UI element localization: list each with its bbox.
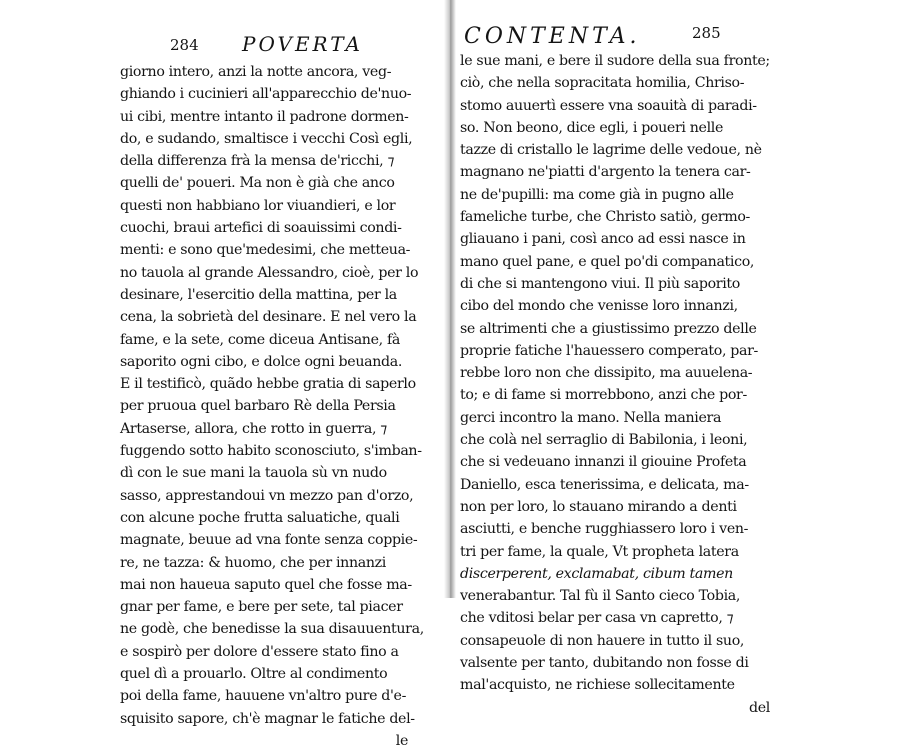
text-line: E il testificò, quãdo hebbe gratia di saperlo: [120, 376, 416, 393]
text-line: ui cibi, mentre intanto il padrone dormen-: [120, 108, 409, 125]
text-line: valsente per tanto, dubitando non fosse di: [460, 655, 749, 672]
text-line: poi della fame, hauuene vn'altro pure d'e-: [120, 688, 407, 705]
text-line: saporito ogni cibo, e dolce ogni beuanda.: [120, 353, 403, 370]
text-line: tazze di cristallo le lagrime delle vedoue, nè: [460, 142, 762, 159]
text-line: gnar per fame, e bere per sete, tal piacer: [120, 599, 403, 616]
text-line: ghiando i cucinieri all'apparecchio de'nuo-: [120, 86, 412, 103]
text-line: to; e di fame si morrebbono, anzi che por-: [460, 387, 747, 404]
text-line: con alcune poche frutta saluatiche, quali: [120, 509, 400, 526]
text-line: della differenza frà la mensa de'ricchi, ⁊: [120, 153, 395, 170]
text-line: Artaserse, allora, che rotto in guerra, ⁊: [120, 420, 387, 437]
text-line: mal'acquisto, ne richiese sollecitamente: [460, 677, 735, 694]
text-line: cena, la sobrietà del desinare. E nel vero la: [120, 309, 417, 326]
text-line: desinare, l'esercitio della mattina, per la: [120, 286, 397, 303]
text-line: magnate, beuue ad vna fonte senza coppie-: [120, 532, 418, 549]
text-line: mai non haueua saputo quel che fosse ma-: [120, 576, 412, 593]
page-number: 284: [170, 36, 199, 54]
text-line: stomo auuertì essere vna soauità di paradi-: [460, 97, 757, 114]
left-page-header: [120, 24, 438, 64]
right-page: [460, 24, 778, 716]
text-line: per pruoua quel barbaro Rè della Persia: [120, 398, 396, 415]
running-head: CONTENTA.: [464, 24, 641, 49]
text-line: e sospirò per dolore d'essere stato fino a: [120, 643, 399, 660]
text-line: non per loro, lo stauano mirando a denti: [460, 498, 737, 515]
text-line: quel dì a prouarlo. Oltre al condimento: [120, 666, 388, 683]
text-line: ne de'pupilli: ma come già in pugno alle: [460, 186, 734, 203]
text-line: magnano ne'piatti d'argento la tenera car-: [460, 164, 751, 181]
book-gutter: [444, 0, 456, 598]
text-line: rebbe loro non che dissipito, ma auuelena-: [460, 365, 753, 382]
text-line: di che si mantengono viui. Il più saporito: [460, 275, 740, 292]
text-line: venerabantur. Tal fù il Santo cieco Tobia,: [460, 588, 741, 605]
text-line: re, ne tazza: & huomo, che per innanzi: [120, 554, 386, 571]
text-line: le sue mani, e bere il sudore della sua fronte;: [460, 53, 770, 69]
text-line: consapeuole di non hauere in tutto il suo,: [460, 632, 745, 649]
left-page-body: [120, 61, 438, 730]
page-number: 285: [692, 24, 721, 42]
text-line: fame, e la sete, come diceua Antisane, fà: [120, 331, 400, 348]
text-line: ciò, che nella sopracitata homilia, Chriso-: [460, 75, 745, 92]
text-line: questi non habbiano lor viuandieri, e lor: [120, 197, 396, 214]
text-line: squisito sapore, ch'è magnar le fatiche del-: [120, 710, 415, 727]
text-line: ne godè, che benedisse la sua disauuentura,: [120, 621, 424, 638]
text-line: cibo del mondo che venisse loro innanzi,: [460, 298, 738, 315]
text-line: che vditosi belar per casa vn capretto, ⁊: [460, 610, 734, 627]
text-line: tri per fame, la quale, Vt propheta latera: [460, 543, 739, 560]
text-line: sasso, apprestandoui vn mezzo pan d'orzo,: [120, 487, 414, 504]
running-head: POVERTA: [242, 32, 363, 56]
text-line: proprie fatiche l'hauessero comperato, par-: [460, 342, 758, 359]
text-line: discerperent, exclamabat, cibum tamen: [460, 565, 733, 582]
text-line: cuochi, braui artefici di soauissimi condi-: [120, 220, 402, 237]
text-line: mano quel pane, e quel po'di companatico,: [460, 253, 755, 270]
text-line: fuggendo sotto habito sconosciuto, s'imban-: [120, 443, 422, 460]
text-line: no tauola al grande Alessandro, cioè, per lo: [120, 264, 419, 281]
text-line: giorno intero, anzi la notte ancora, veg-: [120, 64, 392, 80]
right-page-body: [460, 50, 778, 697]
text-line: gerci incontro la mano. Nella maniera: [460, 409, 722, 426]
text-line: menti: e sono que'medesimi, che metteua-: [120, 242, 411, 259]
text-line: so. Non beono, dice egli, i poueri nelle: [460, 119, 723, 136]
text-line: do, e sudando, smaltisce i vecchi Così egli,: [120, 130, 413, 147]
text-line: gliauano i pani, così anco ad essi nasce in: [460, 231, 746, 248]
text-line: che colà nel serraglio di Babilonia, i leoni,: [460, 432, 748, 449]
right-page-header: [460, 24, 778, 64]
text-line: Daniello, esca tenerissima, e delicata, ma-: [460, 476, 749, 493]
left-page: [120, 24, 438, 749]
catchword: le: [395, 732, 408, 749]
catchword: del: [749, 699, 770, 716]
text-line: dì con le sue mani la tauola sù vn nudo: [120, 465, 387, 482]
text-line: che si vedeuano innanzi il giouine Profeta: [460, 454, 747, 471]
text-line: se altrimenti che a giustissimo prezzo delle: [460, 320, 757, 337]
text-line: fameliche turbe, che Christo satiò, germo-: [460, 209, 750, 226]
text-line: quelli de' poueri. Ma non è già che anco: [120, 175, 395, 192]
text-line: asciutti, e benche rugghiassero loro i ven-: [460, 521, 749, 538]
